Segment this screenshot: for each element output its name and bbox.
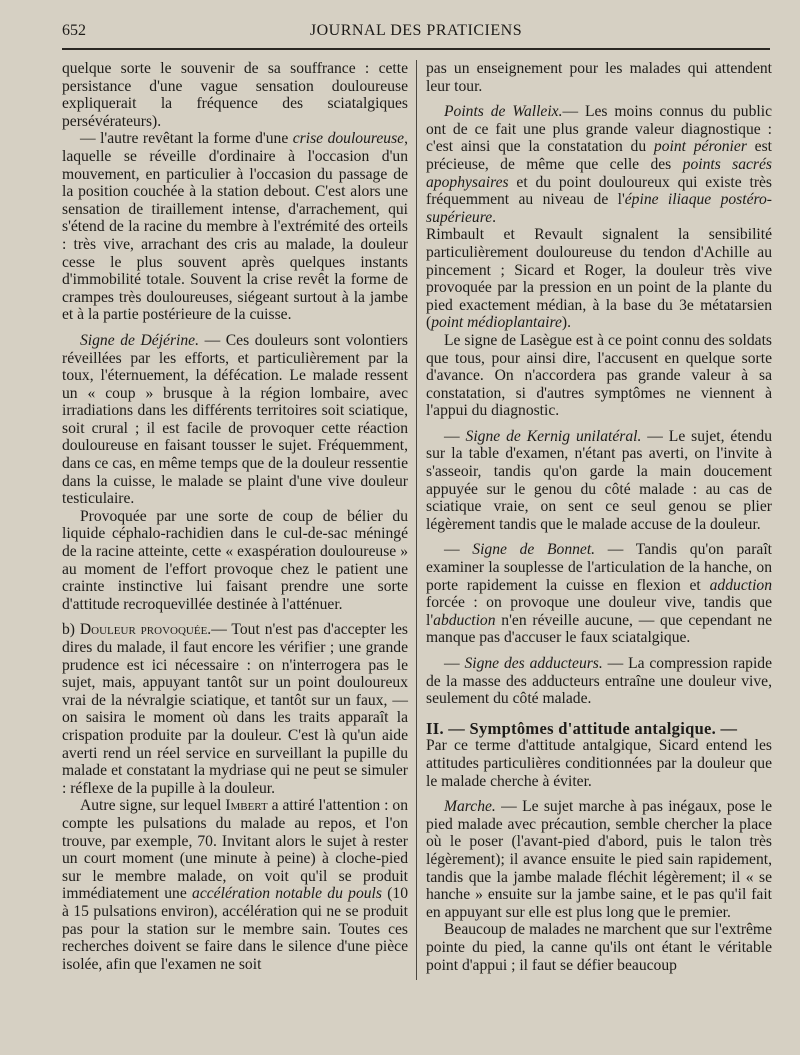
right-column [426, 60, 772, 974]
paragraph: Rimbault et Revault signalent la sensibilité particulièrement douloureuse du tendon d'Achille au pincement ; Sicard et Roger, la douleur très vive provoquée par la pression en un point de la plante du pied exactement médian, à la base du 3e métatarsien (point médioplantaire). [426, 226, 772, 332]
column-divider [416, 60, 417, 980]
paragraph: pas un enseignement pour les malades qui attendent leur tour. [426, 60, 772, 95]
paragraph: Par ce terme d'attitude antalgique, Sicard entend les attitudes particulières conditionnées par la douleur que le malade cherche à éviter. [426, 737, 772, 790]
section-heading: II. — Symptômes d'attitude antalgique. — [426, 718, 738, 738]
paragraph: Autre signe, sur lequel Imbert a attiré l'attention : on compte les pulsations du malade au repos, et l'on trouve, par exemple, 70. Invitant alors le sujet à rester un court moment (une minute à peine) à cloche-pied sur le membre malade, on voit qu'il se produit immédiatement une accélération notable du pouls (10 à 15 pulsations environ), accélération qui ne se produit pas pour la station sur le membre sain. Toutes ces recherches doivent se faire dans le silence d'une pièce isolée, afin que l'examen ne soit [62, 797, 409, 973]
paragraph: Provoquée par une sorte de coup de bélier du liquide céphalo-rachidien dans le cul-de-sac méningé de la racine atteinte, cette « exaspération douloureuse » au moment de l'effort provoque chez le patient une crainte instinctive lui faisant prendre une sorte d'attitude recroquevillée destinée à l'atténuer. [62, 507, 408, 613]
paragraph: — Signe de Bonnet. — Tandis qu'on paraît examiner la souplesse de l'articulation de la hanche, on porte rapidement la cuisse en flexion et adduction forcée : on provoque une douleur vive, tandis que l'abduction n'en réveille aucune, — que cependant ne manque pas d'accuser le faux sciatalgique. [426, 541, 772, 647]
paragraph: Points de Walleix.— Les moins connus du public ont de ce fait une plus grande valeur diagnostique : c'est ainsi que la constatation du point péronier est précieuse, de même que celle des points sacrés apophysaires et du point douloureux qui existe très fréquemment au niveau de l'épine iliaque postéro-supérieure. [426, 103, 772, 226]
page-number: 652 [62, 22, 86, 39]
paragraph: — Signe des adducteurs. — La compression rapide de la masse des adducteurs entraîne une douleur vive, seulement du côté malade. [426, 655, 772, 708]
paragraph: Le signe de Lasègue est à ce point connu des soldats que tous, pour ainsi dire, l'accusent en quelque sorte d'avance. On n'accordera pas grande valeur à sa constatation, si d'autres symptômes ne viennent à l'appui du diagnostic. [426, 331, 772, 420]
journal-title: JOURNAL DES PRATICIENS [309, 22, 523, 39]
page-header [62, 22, 770, 44]
header-rule [62, 48, 770, 50]
paragraph: quelque sorte le souvenir de sa souffrance : cette persistance d'une vague sensation douloureuse expliquerait la fréquence des sciatalgiques persévérateurs). [62, 60, 408, 130]
paragraph: — Signe de Kernig unilatéral. — Le sujet, étendu sur la table d'examen, n'étant pas averti, on l'invite à s'asseoir, tandis qu'on garde la main doucement appuyée sur le genou du côté malade : au cas de sciatique vraie, on sent ce seul genou se plier légèrement tandis que le malade accuse de la douleur. [426, 427, 772, 533]
paragraph: b) Douleur provoquée.— Tout n'est pas d'accepter les dires du malade, il faut encore les vérifier ; une grande prudence est ici nécessaire : on n'interrogera pas le sujet, mais, appuyant tantôt sur un point douloureux vrai de la névralgie sciatique, et tantôt sur un faux, — on saisira le moment où dans les traits apparaît la crispation produite par la douleur. C'est là qu'un aide averti rend un réel service en surveillant la pupille du malade et constatant la mydriase qui ne peut se simuler : réflexe de la pupille à la douleur. [62, 621, 408, 797]
paragraph: Beaucoup de malades ne marchent que sur l'extrême pointe du pied, la canne qu'ils ont étant le véritable point d'appui ; il faut se défier beaucoup [426, 921, 772, 974]
paragraph: Signe de Déjérine. — Ces douleurs sont volontiers réveillées par les efforts, et particulièrement par la toux, l'éternuement, la défécation. Le malade ressent un « coup » brusque à la région lombaire, avec irradiations dans les différents territoires soit sciatique, soit crural ; il est facile de provoquer cette réaction douloureuse en faisant tousser le sujet. Fréquemment, dans ce cas, en même temps que de la douleur ressentie dans la cuisse, le malade se plaint d'une vive douleur testiculaire. [62, 331, 408, 508]
left-column [62, 60, 408, 973]
paragraph: Marche. — Le sujet marche à pas inégaux, pose le pied malade avec précaution, semble chercher la place où le poser (l'avant-pied d'abord, puis le talon très légèrement); il avance ensuite le pied sain rapidement, tandis que la jambe malade fléchit légèrement; il « se hanche » ensuite sur la jambe saine, et le pas qu'il fait en appuyant sur elle est plus long que le premier. [426, 798, 772, 921]
paragraph: — l'autre revêtant la forme d'une crise douloureuse, laquelle se réveille d'ordinaire à l'occasion d'un mouvement, en particulier à l'occasion du passage de la position couchée à la station debout. C'est alors une sensation de tiraillement intense, d'arrachement, qui s'étend de la racine du membre à l'extrémité des orteils : très vive, arrachant des cris au malade, la douleur cesse le plus souvent après quelques instants d'immobilité totale. Souvent la crise revêt la forme de crampes très douloureuses, siégeant surtout à la jambe et à la partie postérieure de la cuisse. [62, 130, 408, 324]
